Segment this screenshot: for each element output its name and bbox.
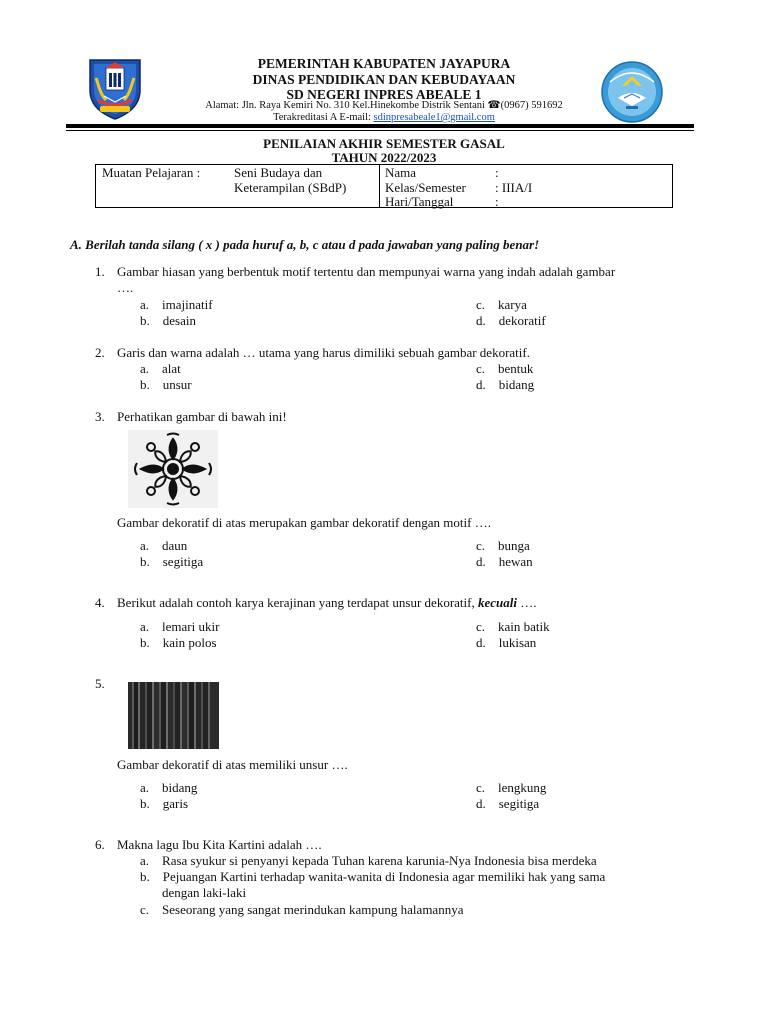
option-text: bidang <box>498 377 535 392</box>
q6-option-b-cont: dengan laki-laki <box>162 885 247 900</box>
option-label: b. <box>140 869 150 884</box>
option-text: unsur <box>162 377 192 392</box>
option-label: a. <box>140 538 150 553</box>
option-label: a. <box>140 297 150 312</box>
option-label: b. <box>140 796 150 811</box>
header-agency: DINAS PENDIDIKAN DAN KEBUDAYAAN <box>252 72 516 87</box>
option-label: d. <box>476 554 486 569</box>
nama-label: Nama <box>385 165 417 180</box>
option-text: lengkung <box>498 780 547 795</box>
q1-number: 1. <box>95 264 105 279</box>
q2-option-c[interactable] <box>476 361 533 377</box>
q2-number: 2. <box>95 345 105 360</box>
info-box-divider <box>379 165 380 207</box>
striped-fabric-texture-icon <box>128 682 219 749</box>
q5-option-b[interactable] <box>140 796 188 812</box>
option-label: a. <box>140 853 150 868</box>
option-label: b. <box>140 554 150 569</box>
option-label: d. <box>476 796 486 811</box>
option-label: c. <box>476 619 486 634</box>
q4-text-pre: Berikut adalah contoh karya kerajinan yang terdapat unsur dekoratif, <box>117 595 475 610</box>
header-rule-thin <box>66 130 694 131</box>
q4-option-d[interactable] <box>476 635 536 651</box>
option-label: a. <box>140 780 150 795</box>
option-label: d. <box>476 635 486 650</box>
option-text: Pejuangan Kartini terhadap wanita-wanita di Indonesia agar memiliki hak yang sama <box>162 869 606 884</box>
option-label: d. <box>476 313 486 328</box>
option-text: segitiga <box>498 796 540 811</box>
q1-option-b[interactable] <box>140 313 196 329</box>
option-label: b. <box>140 377 150 392</box>
q5-text-after: Gambar dekoratif di atas memiliki unsur …. <box>117 757 348 772</box>
q4-text <box>117 595 536 611</box>
option-label: b. <box>140 313 150 328</box>
q6-option-a[interactable] <box>140 853 597 869</box>
q1-option-d[interactable] <box>476 313 546 329</box>
q3-text: Perhatikan gambar di bawah ini! <box>117 409 287 424</box>
school-email-link[interactable]: sdinpresabeale1@gmail.com <box>373 112 495 123</box>
q3-number: 3. <box>95 409 105 424</box>
q4-number: 4. <box>95 595 105 610</box>
nama-field[interactable]: : <box>495 165 499 180</box>
q3-option-d[interactable] <box>476 554 533 570</box>
option-label: c. <box>476 538 486 553</box>
accreditation-text: Terakreditasi A E-mail: <box>273 112 371 123</box>
q4-text-emphasis: kecuali <box>477 595 517 610</box>
option-text: lemari ukir <box>162 619 220 634</box>
q5-option-d[interactable] <box>476 796 539 812</box>
muatan-value-line2: Keterampilan (SBdP) <box>234 180 347 195</box>
option-label: a. <box>140 619 150 634</box>
option-text: Seseorang yang sangat merindukan kampung halamannya <box>162 902 464 917</box>
exam-year: TAHUN 2022/2023 <box>331 150 437 165</box>
q5-option-a[interactable] <box>140 780 197 796</box>
q5-option-c[interactable] <box>476 780 546 796</box>
q4-text-post: …. <box>520 595 537 610</box>
header-school-name: SD NEGERI INPRES ABEALE 1 <box>286 87 482 102</box>
q3-option-c[interactable] <box>476 538 530 554</box>
q2-option-d[interactable] <box>476 377 534 393</box>
option-text: Rasa syukur si penyanyi kepada Tuhan karena karunia-Nya Indonesia bisa merdeka <box>162 853 597 868</box>
option-text: dekoratif <box>498 313 546 328</box>
header-address: Alamat: Jln. Raya Kemiri No. 310 Kel.Hinekombe Distrik Sentani ☎(0967) 591692 <box>205 100 563 111</box>
option-text: bidang <box>162 780 198 795</box>
q1-option-c[interactable] <box>476 297 527 313</box>
hari-field[interactable]: : <box>495 194 499 209</box>
q6-number: 6. <box>95 837 105 852</box>
muatan-label: Muatan Pelajaran : <box>102 165 201 180</box>
option-text: desain <box>162 313 196 328</box>
q4-option-b[interactable] <box>140 635 217 651</box>
option-text: lukisan <box>498 635 537 650</box>
q1-text-cont: …. <box>117 280 134 295</box>
header-rule-thick <box>66 124 694 128</box>
header-government: PEMERINTAH KABUPATEN JAYAPURA <box>257 56 511 71</box>
decorative-flower-motif-icon <box>128 430 218 508</box>
kelas-label: Kelas/Semester <box>385 180 466 195</box>
section-a-instruction: A. Berilah tanda silang ( x ) pada huruf a, b, c atau d pada jawaban yang paling benar! <box>70 237 540 252</box>
option-label: c. <box>476 297 486 312</box>
q3-option-a[interactable] <box>140 538 187 554</box>
option-text: garis <box>162 796 189 811</box>
option-text: karya <box>498 297 527 312</box>
option-label: c. <box>476 780 486 795</box>
q6-option-c[interactable] <box>140 902 463 918</box>
option-label: b. <box>140 635 150 650</box>
option-text: daun <box>162 538 188 553</box>
option-text: segitiga <box>162 554 204 569</box>
muatan-value-line1: Seni Budaya dan <box>234 165 323 180</box>
kelas-value: : IIIA/I <box>495 180 533 195</box>
q2-option-a[interactable] <box>140 361 181 377</box>
q1-option-a[interactable] <box>140 297 213 313</box>
q3-text-after: Gambar dekoratif di atas merupakan gambar dekoratif dengan motif …. <box>117 515 491 530</box>
hari-label: Hari/Tanggal <box>385 194 454 209</box>
q4-option-a[interactable] <box>140 619 219 635</box>
option-text: hewan <box>498 554 533 569</box>
option-text: bentuk <box>498 361 534 376</box>
q2-text: Garis dan warna adalah … utama yang harus dimiliki sebuah gambar dekoratif. <box>117 345 530 360</box>
option-text: kain polos <box>162 635 217 650</box>
option-text: kain batik <box>498 619 550 634</box>
header-accreditation <box>0 111 768 124</box>
option-label: c. <box>476 361 486 376</box>
q4-option-c[interactable] <box>476 619 550 635</box>
option-label: d. <box>476 377 486 392</box>
q1-text: Gambar hiasan yang berbentuk motif tertentu dan mempunyai warna yang indah adalah gambar <box>117 264 616 279</box>
q6-option-b[interactable] <box>140 869 605 885</box>
option-label: c. <box>140 902 150 917</box>
option-text: bunga <box>498 538 530 553</box>
option-label: a. <box>140 361 150 376</box>
q3-option-b[interactable] <box>140 554 203 570</box>
q2-option-b[interactable] <box>140 377 192 393</box>
option-text: alat <box>162 361 181 376</box>
exam-title: PENILAIAN AKHIR SEMESTER GASAL <box>263 136 505 151</box>
option-text: imajinatif <box>162 297 213 312</box>
q6-text: Makna lagu Ibu Kita Kartini adalah …. <box>117 837 322 852</box>
q5-number: 5. <box>95 676 105 691</box>
